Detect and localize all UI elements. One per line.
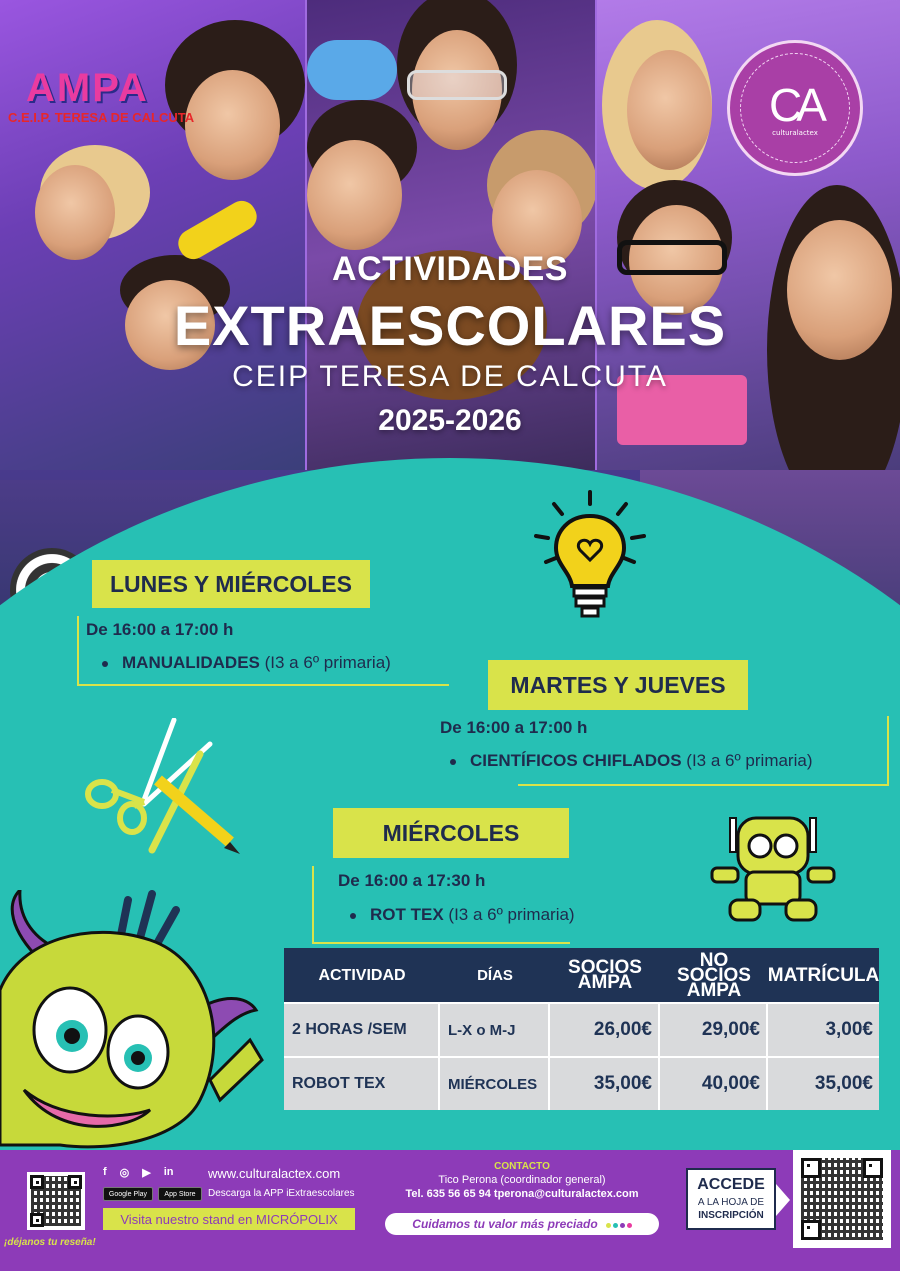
youtube-icon[interactable]: ▶	[142, 1167, 151, 1179]
app-download-text: Descarga la APP iExtraescolares	[208, 1188, 355, 1199]
registration-qr-code[interactable]	[793, 1150, 891, 1248]
monster-mascot-icon	[0, 890, 268, 1152]
cell-actividad: 2 HORAS /SEM	[284, 1004, 440, 1056]
linkedin-icon[interactable]: in	[163, 1166, 174, 1178]
title-block	[0, 250, 900, 438]
registration-button[interactable]	[686, 1168, 776, 1230]
contact-title: CONTACTO	[494, 1161, 550, 1172]
ca-logo-sub: culturalactex	[772, 129, 818, 137]
activity-manualidades	[102, 653, 391, 673]
accede-line2: INSCRIPCIÓN	[698, 1210, 764, 1221]
google-play-badge[interactable]: Google Play	[103, 1187, 153, 1201]
review-qr-code[interactable]	[27, 1172, 85, 1230]
accede-line1: A LA HOJA DE	[697, 1197, 765, 1208]
ampa-logo-text: AMPA	[26, 66, 149, 110]
table-row	[284, 1056, 879, 1110]
activity-rot-tex	[350, 905, 575, 925]
ampa-logo	[6, 66, 195, 128]
slogan-pill	[385, 1213, 659, 1235]
contact-phone-email[interactable]: Tel. 635 56 65 94 tperona@culturalactex.com	[405, 1188, 639, 1200]
cell-matricula: 35,00€	[814, 1073, 873, 1094]
review-text[interactable]: ¡déjanos tu reseña!	[4, 1237, 96, 1248]
cell-dias: L-X o M-J	[440, 1004, 550, 1056]
col-actividad: ACTIVIDAD	[318, 966, 406, 984]
col-dias: DÍAS	[477, 966, 513, 984]
website-link[interactable]: www.culturalactex.com	[208, 1166, 341, 1181]
lightbulb-icon	[532, 490, 648, 624]
robot-icon	[710, 812, 840, 924]
time-wed: De 16:00 a 17:30 h	[338, 871, 486, 890]
ca-logo-letters: CA	[769, 79, 821, 131]
col-no-socios: NO SOCIOS AMPA	[677, 949, 751, 1001]
price-table	[284, 948, 879, 1110]
activity-range: (I3 a 6º primaria)	[686, 751, 813, 770]
cell-actividad: ROBOT TEX	[284, 1058, 440, 1110]
cell-no-socios: 40,00€	[660, 1058, 768, 1110]
activity-range: (I3 a 6º primaria)	[448, 905, 575, 924]
stand-banner: Visita nuestro stand en MICRÓPOLIX	[103, 1208, 355, 1230]
instagram-icon[interactable]: ◎	[119, 1167, 130, 1179]
activity-cientificos-chiflados	[450, 751, 813, 771]
days-label-wed: MIÉRCOLES	[333, 808, 569, 858]
cell-matricula: 3,00€	[825, 1019, 873, 1040]
col-socios: SOCIOS AMPA	[568, 957, 642, 993]
cell-no-socios: 29,00€	[660, 1004, 768, 1056]
school-name: CEIP TERESA DE CALCUTA	[232, 360, 668, 393]
cell-socios: 35,00€	[550, 1058, 660, 1110]
school-year: 2025-2026	[378, 404, 522, 437]
facebook-icon[interactable]: f	[103, 1166, 107, 1178]
activity-range: (I3 a 6º primaria)	[264, 653, 391, 672]
time-tue-thu: De 16:00 a 17:00 h	[440, 718, 588, 737]
time-mon-wed: De 16:00 a 17:00 h	[86, 620, 234, 639]
culturalactex-logo	[727, 40, 863, 176]
scissors-pencil-icon	[82, 718, 242, 858]
cell-socios: 26,00€	[550, 1004, 660, 1056]
days-label-tue-thu: MARTES Y JUEVES	[488, 660, 748, 710]
table-row	[284, 1002, 879, 1056]
slogan-dots	[604, 1217, 632, 1231]
title-line-2: EXTRAESCOLARES	[173, 294, 727, 357]
days-label-mon-wed: LUNES Y MIÉRCOLES	[92, 560, 370, 608]
col-matricula: MATRÍCULA	[767, 964, 880, 986]
app-store-badge[interactable]: App Store	[158, 1187, 202, 1201]
activity-name: ROT TEX	[370, 905, 444, 924]
table-header	[284, 948, 879, 1002]
accede-title: ACCEDE	[697, 1176, 765, 1193]
contact-name: Tico Perona (coordinador general)	[438, 1174, 606, 1186]
activity-name: CIENTÍFICOS CHIFLADOS	[470, 751, 682, 770]
title-line-1: ACTIVIDADES	[332, 250, 568, 288]
cell-dias: MIÉRCOLES	[440, 1058, 550, 1110]
social-links	[103, 1166, 174, 1179]
activity-name: MANUALIDADES	[122, 653, 260, 672]
ampa-school-name: C.E.I.P. TERESA DE CALCUTA	[8, 110, 195, 125]
slogan-text: Cuidamos tu valor más preciado	[412, 1217, 598, 1231]
